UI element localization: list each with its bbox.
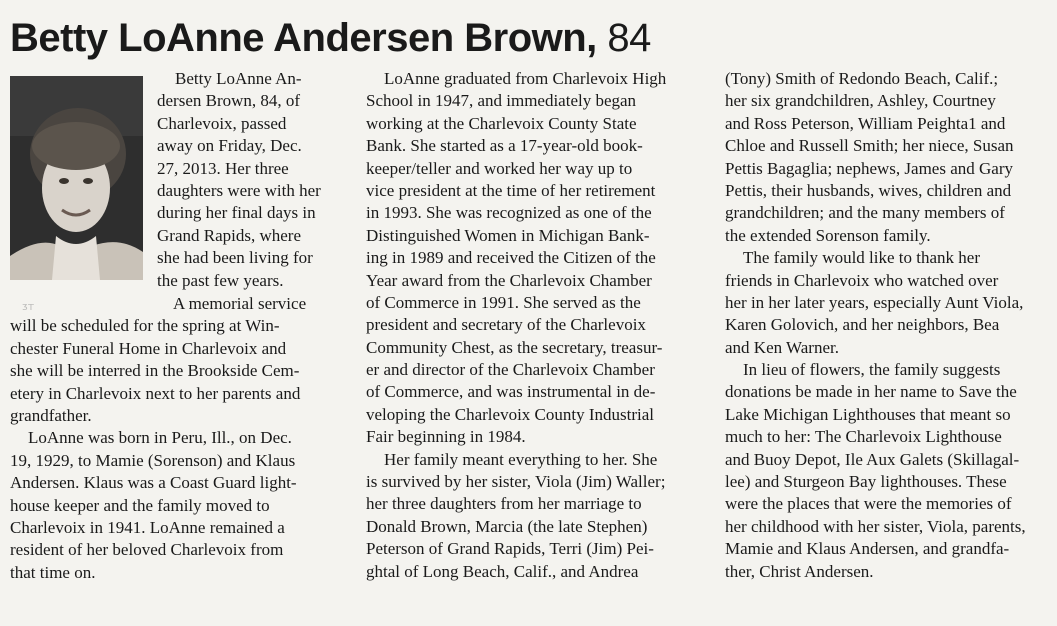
text-line: her in her later years, especially Aunt Viola,: [725, 292, 1024, 312]
text-line: 19, 1929, to Mamie (Sorenson) and Klaus: [10, 450, 296, 470]
text-line: 27, 2013. Her three: [157, 158, 289, 178]
text-line: that time on.: [10, 562, 96, 582]
text-line: Her family meant everything to her. She: [384, 449, 658, 469]
text-line: LoAnne was born in Peru, Ill., on Dec.: [28, 428, 292, 448]
text-line: Charlevoix, passed: [157, 113, 287, 133]
text-line: keeper/teller and worked her way up to: [366, 158, 633, 178]
text-line: Andersen. Klaus was a Coast Guard light-: [10, 473, 297, 493]
text-line: er and director of the Charlevoix Chamber: [366, 360, 655, 380]
text-line: friends in Charlevoix who watched over: [725, 270, 999, 290]
text-line: Donald Brown, Marcia (the late Stephen): [366, 516, 648, 536]
text-line: and Ken Warner.: [725, 337, 839, 357]
text-line: house keeper and the family moved to: [10, 495, 270, 515]
text-line: grandfather.: [10, 405, 92, 425]
text-line: Pettis, their husbands, wives, children and: [725, 180, 1012, 200]
text-line: A memorial service: [173, 294, 307, 313]
text-line: the extended Sorenson family.: [725, 225, 931, 245]
text-line: School in 1947, and immediately began: [366, 91, 637, 111]
column-1-top: [157, 68, 323, 292]
text-line: lee) and Sturgeon Bay lighthouses. These: [725, 472, 1007, 492]
text-line: veloping the Charlevoix County Industrial: [366, 404, 655, 424]
text-line: Fair beginning in 1984.: [366, 427, 526, 447]
text-line: much to her: The Charlevoix Lighthouse: [725, 427, 1002, 447]
text-line: donations be made in her name to Save the: [725, 382, 1017, 402]
text-line: the past few years.: [157, 270, 284, 290]
text-line: LoAnne graduated from Charlevoix High: [384, 69, 667, 88]
text-line: Community Chest, as the secretary, treasur-: [366, 337, 663, 357]
text-line: ghtal of Long Beach, Calif., and Andrea: [366, 561, 639, 581]
text-line: her three daughters from her marriage to: [366, 494, 642, 514]
text-line: her childhood with her sister, Viola, parents,: [725, 516, 1026, 536]
text-line: Year award from the Charlevoix Chamber: [366, 270, 652, 290]
text-line: of Commerce, and was instrumental in de-: [366, 382, 656, 402]
text-line: ther, Christ Andersen.: [725, 561, 874, 581]
text-line: away on Friday, Dec.: [157, 136, 302, 156]
text-line: daughters were with her: [157, 180, 321, 200]
text-line: Lake Michigan Lighthouses that meant so: [725, 404, 1011, 424]
print-smudge: ᴣᴛ: [22, 300, 35, 313]
text-line: Peterson of Grand Rapids, Terri (Jim) Pei-: [366, 539, 654, 559]
text-line: Karen Golovich, and her neighbors, Bea: [725, 315, 1000, 335]
text-line: working at the Charlevoix County State: [366, 113, 637, 133]
text-line: Mamie and Klaus Andersen, and grandfa-: [725, 539, 1010, 559]
text-line: The family would like to thank her: [743, 248, 980, 268]
text-line: Distinguished Women in Michigan Bank-: [366, 225, 650, 245]
text-line: her six grandchildren, Ashley, Courtney: [725, 91, 996, 111]
text-line: chester Funeral Home in Charlevoix and: [10, 338, 287, 358]
column-3: [725, 68, 1053, 583]
text-line: Chloe and Russell Smith; her niece, Susan: [725, 136, 1014, 156]
column-1-bottom: [10, 293, 325, 584]
text-line: Grand Rapids, where: [157, 225, 301, 245]
text-line: she will be interred in the Brookside Cem-: [10, 361, 300, 381]
text-line: and Ross Peterson, William Peighta1 and: [725, 113, 1006, 133]
headline-age: 84: [607, 16, 651, 60]
text-line: In lieu of flowers, the family suggests: [743, 360, 1001, 380]
column-2: [366, 68, 688, 583]
text-line: is survived by her sister, Viola (Jim) Waller;: [366, 472, 666, 492]
text-line: vice president at the time of her retirement: [366, 180, 656, 200]
text-line: dersen Brown, 84, of: [157, 91, 301, 111]
text-line: she had been living for: [157, 248, 313, 268]
headline-name: Betty LoAnne Andersen Brown,: [10, 16, 597, 60]
text-line: (Tony) Smith of Redondo Beach, Calif.;: [725, 69, 999, 88]
text-line: will be scheduled for the spring at Win-: [10, 316, 280, 336]
text-line: Betty LoAnne An-: [175, 69, 302, 88]
text-line: Pettis Bagaglia; nephews, James and Gary: [725, 158, 1013, 178]
portrait-photo: [10, 76, 143, 280]
text-line: resident of her beloved Charlevoix from: [10, 540, 284, 560]
text-line: were the places that were the memories of: [725, 494, 1012, 514]
obituary-headline: [10, 10, 651, 66]
text-line: president and secretary of the Charlevoix: [366, 315, 646, 335]
text-line: grandchildren; and the many members of: [725, 203, 1005, 223]
text-line: in 1993. She was recognized as one of the: [366, 203, 652, 223]
text-line: of Commerce in 1991. She served as the: [366, 292, 641, 312]
portrait-illustration: [10, 76, 143, 280]
text-line: Charlevoix in 1941. LoAnne remained a: [10, 517, 285, 537]
text-line: Bank. She started as a 17-year-old book-: [366, 136, 643, 156]
text-line: and Buoy Depot, Ile Aux Galets (Skillagal-: [725, 449, 1020, 469]
text-line: ing in 1989 and received the Citizen of the: [366, 248, 656, 268]
text-line: during her final days in: [157, 203, 316, 223]
text-line: etery in Charlevoix next to her parents and: [10, 383, 301, 403]
